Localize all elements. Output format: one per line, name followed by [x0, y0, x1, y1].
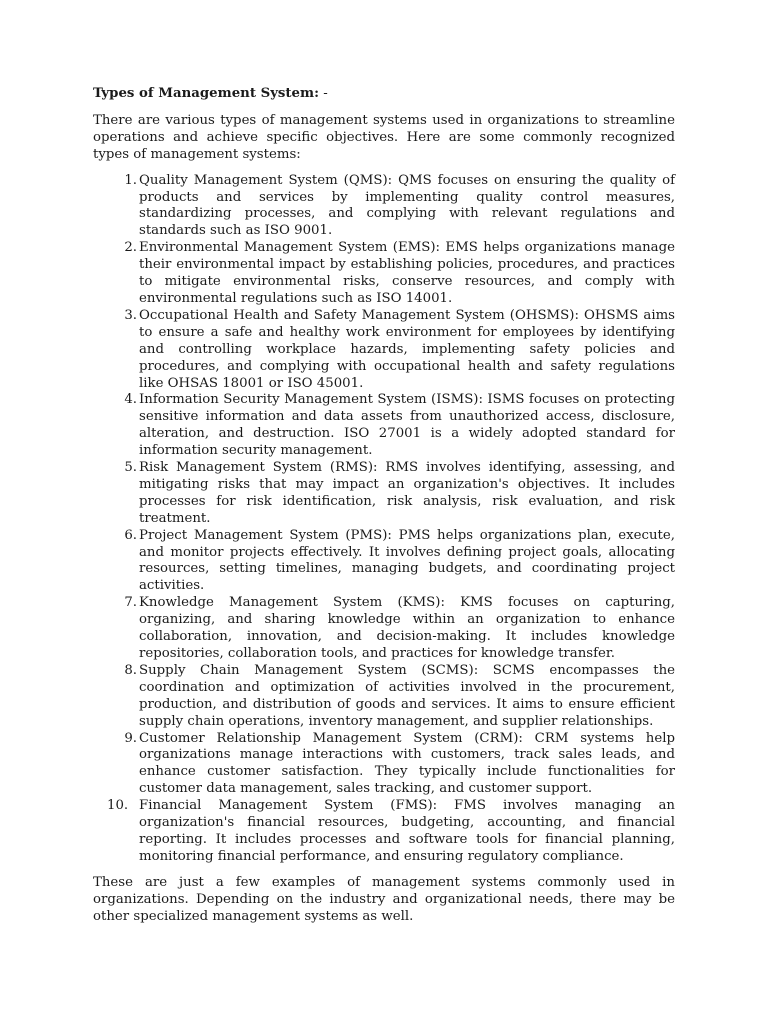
list-item-number: 7. [124, 595, 137, 611]
list-item-number: 9. [124, 730, 137, 746]
list-item-text: Information Security Management System (ISMS): ISMS focuses on protecting sensitive information and data assets from unauthorized access, disclosure, alteration, and destruction. ISO 27001 is a widely adopted standard for information security management. [139, 392, 675, 459]
list-item-number: 10. [107, 798, 129, 814]
list-item [93, 528, 675, 596]
intro-paragraph: There are various types of management systems used in organizations to streamline operations and achieve specific objectives. Here are some commonly recognized types of management systems: [93, 112, 675, 162]
list-item [93, 460, 675, 528]
list-item [93, 392, 675, 460]
list-item [93, 798, 675, 866]
title-text: Types of Management System: [93, 86, 319, 101]
list-item-number: 8. [124, 662, 137, 678]
list-item [93, 308, 675, 393]
title-suffix: - [319, 86, 328, 101]
list-item-number: 5. [124, 460, 137, 476]
list-item [93, 173, 675, 241]
list-item [93, 595, 675, 663]
document-title [93, 86, 675, 103]
list-item [93, 663, 675, 731]
conclusion-paragraph: These are just a few examples of management systems commonly used in organizations. Depending on the industry and organizational needs, there may be other specialized management systems as well. [93, 874, 675, 924]
list-item-number: 6. [124, 527, 137, 543]
list-item-text: Customer Relationship Management System (CRM): CRM systems help organizations manage interactions with customers, track sales leads, and enhance customer satisfaction. They typically include functionalities for customer data management, sales tracking, and customer support. [139, 730, 675, 797]
list-item-text: Risk Management System (RMS): RMS involves identifying, assessing, and mitigating risks that may impact an organization's objectives. It includes processes for risk identification, risk analysis, risk evaluation, and risk treatment. [139, 460, 675, 526]
list-item-text: Financial Management System (FMS): FMS involves managing an organization's financial resources, budgeting, accounting, and financial reporting. It includes processes and software tools for financial planning, monitoring financial performance, and ensuring regulatory compliance. [139, 798, 675, 864]
list-item-text: Supply Chain Management System (SCMS): SCMS encompasses the coordination and optimization of activities involved in the procurement, production, and distribution of goods and services. It aims to ensure efficient supply chain operations, inventory management, and supplier relationships. [139, 662, 675, 729]
document-page [93, 86, 675, 926]
list-item-number: 1. [124, 172, 137, 188]
list-item-text: Knowledge Management System (KMS): KMS focuses on capturing, organizing, and sharing knowledge within an organization to enhance collaboration, innovation, and decision-making. It includes knowledge repositories, collaboration tools, and practices for knowledge transfer. [139, 595, 675, 661]
list-item-text: Environmental Management System (EMS): EMS helps organizations manage their environmental impact by establishing policies, procedures, and practices to mitigate environmental risks, conserve resources, and comply with environmental regulations such as ISO 14001. [139, 240, 675, 306]
list-item [93, 731, 675, 799]
management-system-list [93, 173, 675, 866]
list-item-text: Project Management System (PMS): PMS helps organizations plan, execute, and monitor projects effectively. It involves defining project goals, allocating resources, setting timelines, managing budgets, and coordinating project activities. [139, 527, 675, 594]
list-item [93, 240, 675, 308]
list-item-number: 4. [124, 392, 137, 408]
list-item-number: 2. [124, 240, 137, 256]
list-item-number: 3. [124, 307, 137, 323]
list-item-text: Quality Management System (QMS): QMS focuses on ensuring the quality of products and services by implementing quality control measures, standardizing processes, and complying with relevant regulations and standards such as ISO 9001. [139, 172, 675, 239]
list-item-text: Occupational Health and Safety Management System (OHSMS): OHSMS aims to ensure a safe and healthy work environment for employees by identifying and controlling workplace hazards, implementing safety policies and procedures, and complying with occupational health and safety regulations like OHSAS 18001 or ISO 45001. [139, 307, 675, 391]
